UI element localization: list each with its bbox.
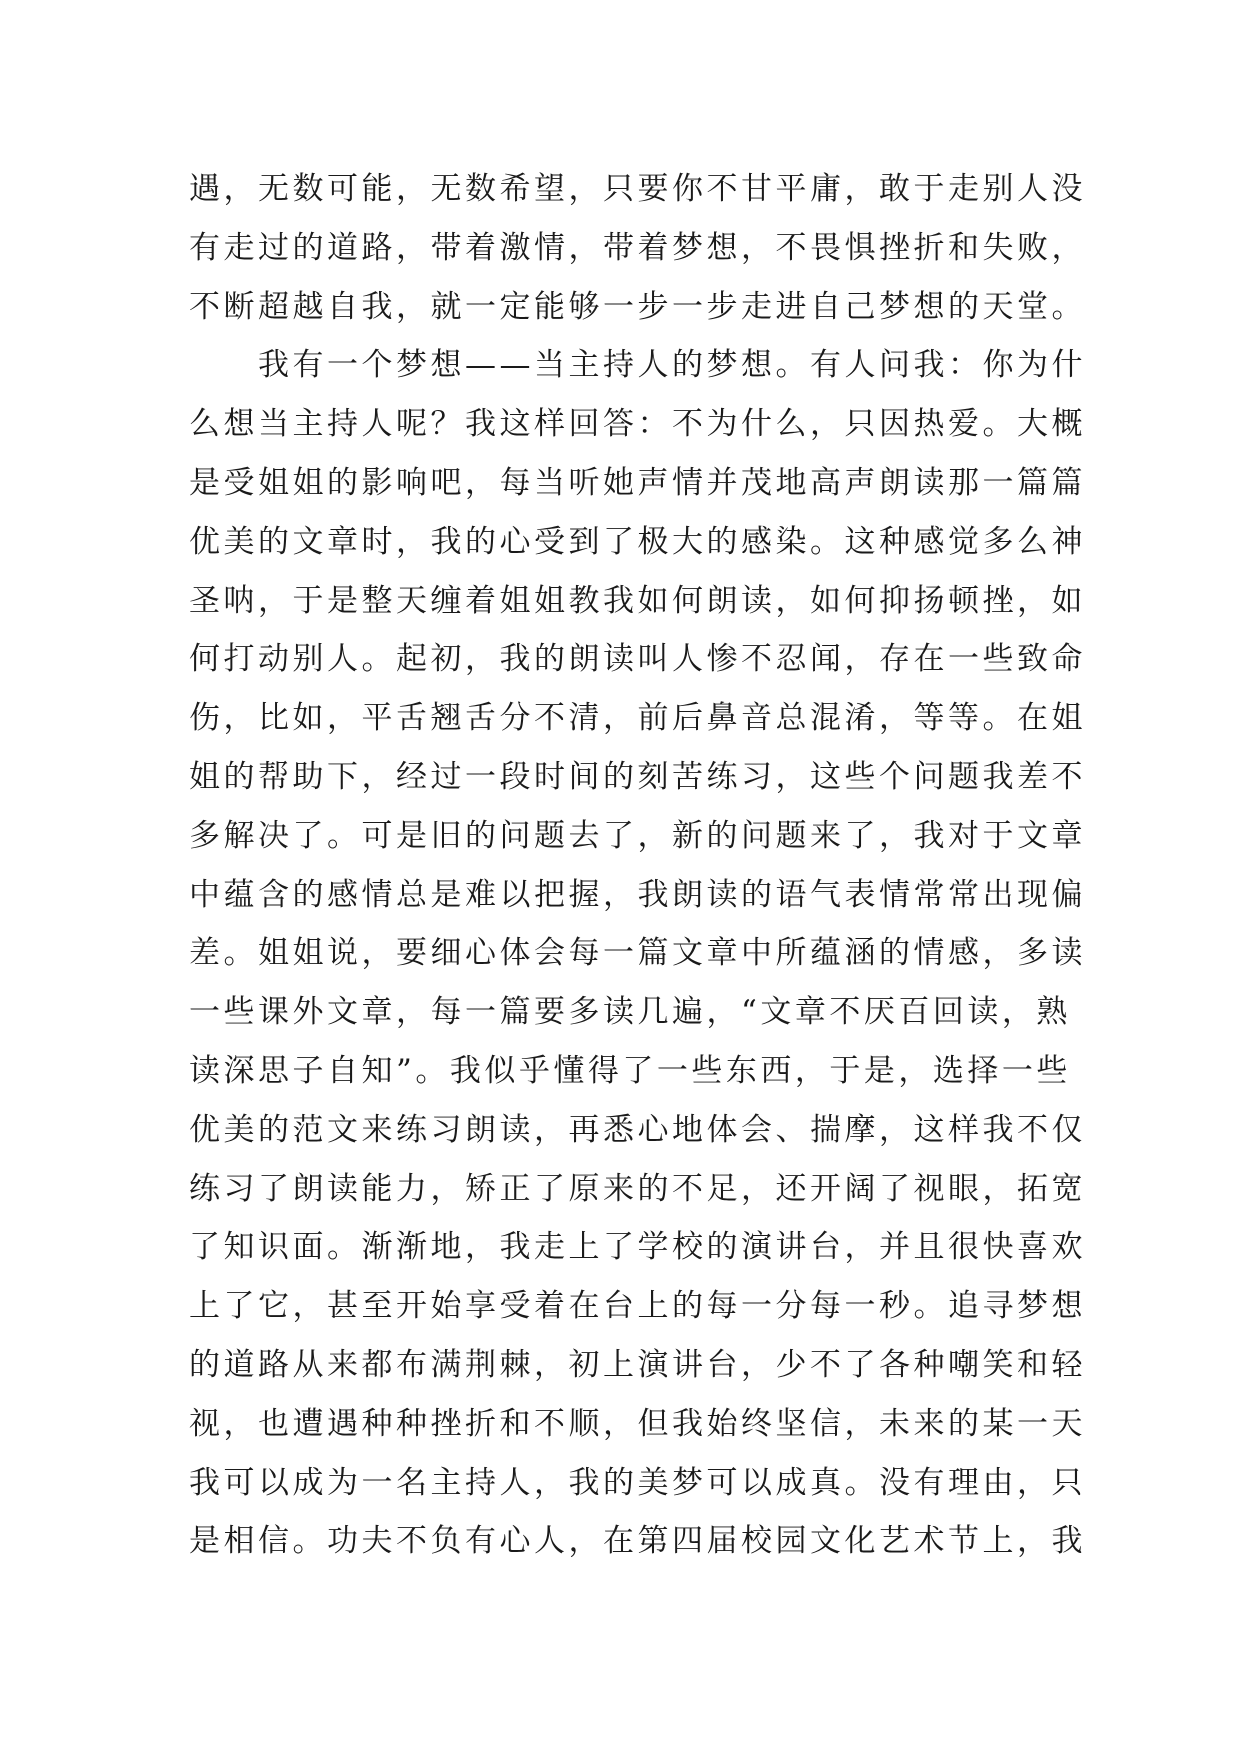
text-line: 练习了朗读能力，矫正了原来的不足，还开阔了视眼，拓宽 <box>189 1170 1086 1207</box>
text-line: 不断超越自我，就一定能够一步一步走进自己梦想的天堂。 <box>189 288 1086 325</box>
text-line: 多解决了。可是旧的问题去了，新的问题来了，我对于文章 <box>189 817 1086 854</box>
text-line: 么想当主持人呢？我这样回答：不为什么，只因热爱。大概 <box>189 406 1086 443</box>
text-line: 是相信。功夫不负有心人，在第四届校园文化艺术节上，我 <box>189 1523 1086 1560</box>
text-line: 遇，无数可能，无数希望，只要你不甘平庸，敢于走别人没 <box>189 171 1086 207</box>
text-line: 优美的范文来练习朗读，再悉心地体会、揣摩，这样我不仅 <box>189 1111 1086 1148</box>
text-line: 圣呐，于是整天缠着姐姐教我如何朗读，如何抑扬顿挫，如 <box>189 582 1086 619</box>
text-line: 伤，比如，平舌翘舌分不清，前后鼻音总混淆，等等。在姐 <box>189 700 1086 737</box>
text-line: 优美的文章时，我的心受到了极大的感染。这种感觉多么神 <box>189 523 1086 560</box>
text-line: 我可以成为一名主持人，我的美梦可以成真。没有理由，只 <box>189 1464 1086 1501</box>
text-line: 的道路从来都布满荆棘，初上演讲台，少不了各种嘲笑和轻 <box>189 1346 1086 1383</box>
text-line: 一些课外文章，每一篇要多读几遍，“文章不厌百回读，熟 <box>189 994 1071 1031</box>
text-line: 何打动别人。起初，我的朗读叫人惨不忍闻，存在一些致命 <box>189 641 1086 678</box>
text-line: 中蕴含的感情总是难以把握，我朗读的语气表情常常出现偏 <box>189 876 1086 913</box>
text-line: 了知识面。渐渐地，我走上了学校的演讲台，并且很快喜欢 <box>189 1229 1086 1266</box>
text-line: 差。姐姐说，要细心体会每一篇文章中所蕴涵的情感，多读 <box>189 935 1086 972</box>
text-line: 视，也遭遇种种挫折和不顺，但我始终坚信，未来的某一天 <box>189 1405 1086 1442</box>
body-text <box>189 160 1086 1571</box>
text-line: 上了它，甚至开始享受着在台上的每一分每一秒。追寻梦想 <box>189 1288 1086 1325</box>
text-line: 姐的帮助下，经过一段时间的刻苦练习，这些个问题我差不 <box>189 758 1086 795</box>
text-line: 是受姐姐的影响吧，每当听她声情并茂地高声朗读那一篇篇 <box>189 464 1086 501</box>
text-line: 有走过的道路，带着激情，带着梦想，不畏惧挫折和失败， <box>189 229 1086 266</box>
text-line: 我有一个梦想——当主持人的梦想。有人问我：你为什 <box>189 347 1086 384</box>
text-line: 读深思子自知”。我似乎懂得了一些东西，于是，选择一些 <box>189 1052 1071 1089</box>
